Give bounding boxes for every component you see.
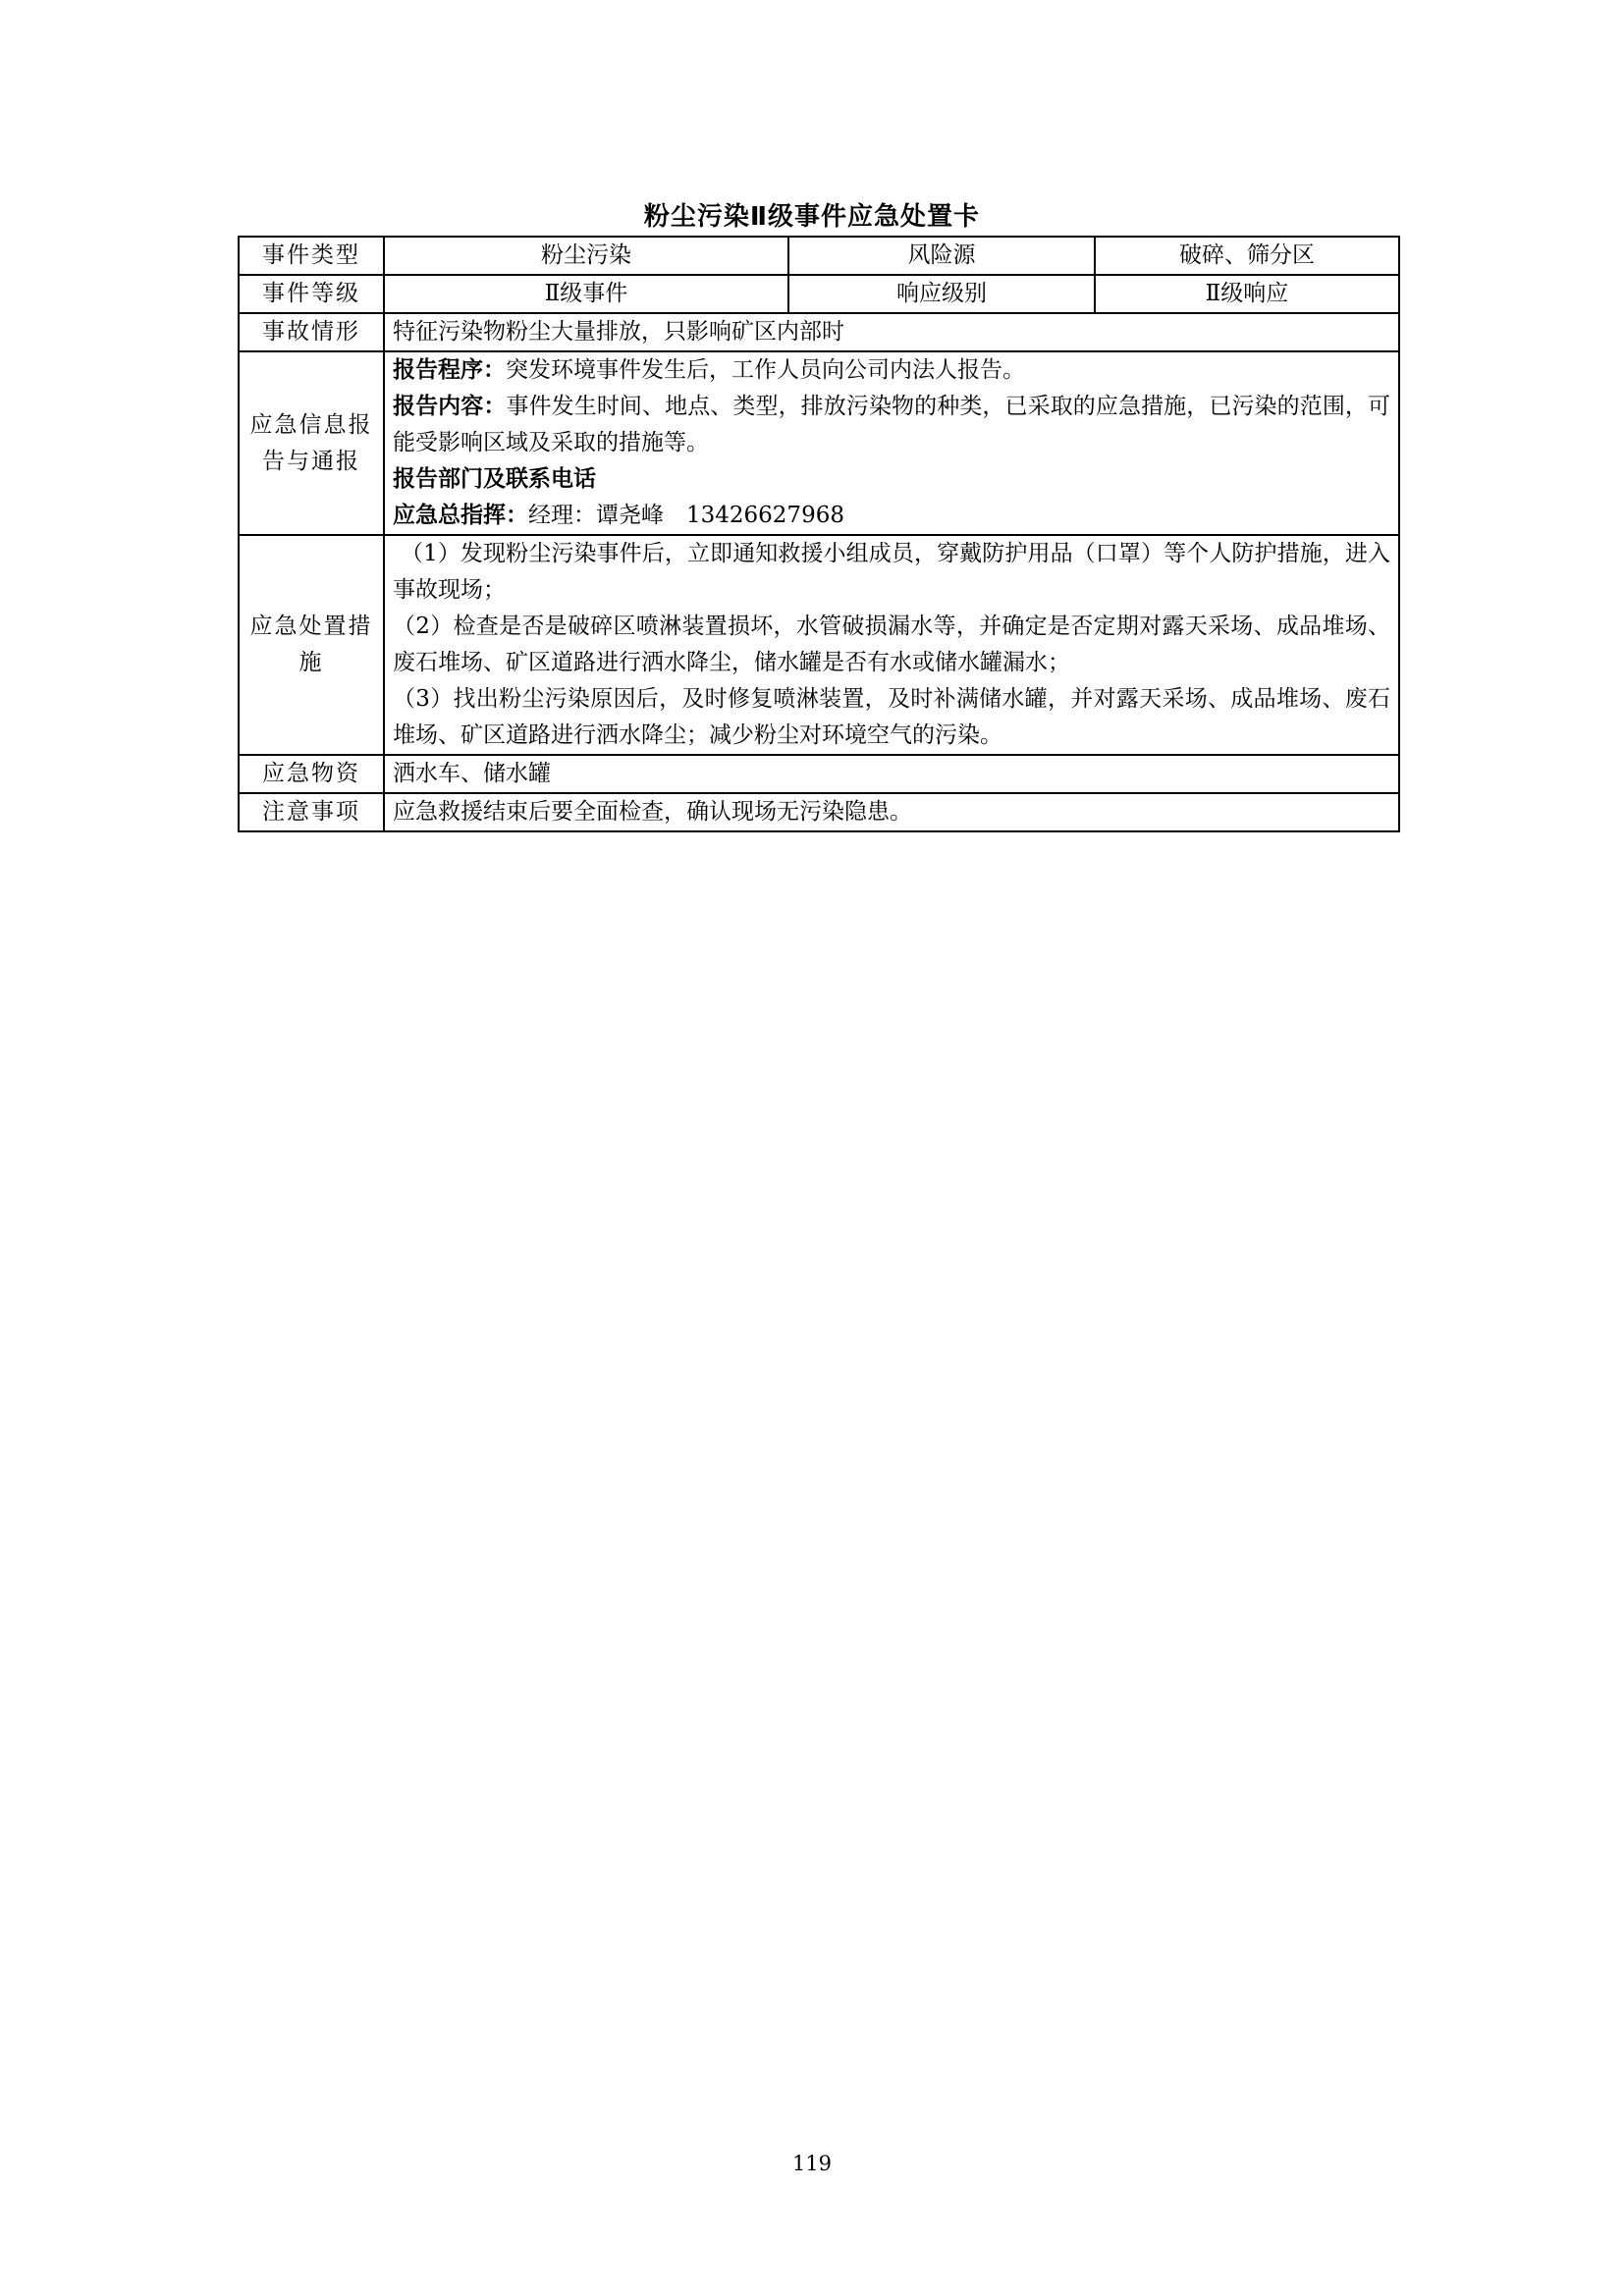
report-procedure-line <box>393 352 1390 389</box>
risk-source-value: 破碎、筛分区 <box>1095 237 1399 275</box>
report-content-text: 事件发生时间、地点、类型，排放污染物的种类，已采取的应急措施，已污染的范围，可能受影响区域及采取的措施等。 <box>393 394 1391 455</box>
accident-label: 事故情形 <box>239 313 384 351</box>
report-content-label: 报告内容： <box>393 394 507 419</box>
event-level-label: 事件等级 <box>239 275 384 313</box>
report-procedure-text: 突发环境事件发生后，工作人员向公司内法人报告。 <box>506 357 1025 383</box>
measure-item: （2）检查是否是破碎区喷淋装置损坏，水管破损漏水等，并确定是否定期对露天采场、成品堆场、废石堆场、矿区道路进行洒水降尘，储水罐是否有水或储水罐漏水； <box>393 614 1390 675</box>
row-event-type <box>239 237 1399 275</box>
row-notes <box>239 793 1399 831</box>
response-level-label: 响应级别 <box>788 275 1095 313</box>
report-content-line <box>393 389 1390 461</box>
response-level-value: Ⅱ级响应 <box>1095 275 1399 313</box>
event-type-label: 事件类型 <box>239 237 384 275</box>
row-event-level <box>239 275 1399 313</box>
measure-item: （1）发现粉尘污染事件后，立即通知救援小组成员，穿戴防护用品（口罩）等个人防护措施，进入事故现场； <box>393 541 1390 603</box>
report-commander-label: 应急总指挥： <box>393 503 528 528</box>
event-level-value: Ⅱ级事件 <box>384 275 788 313</box>
accident-value: 特征污染物粉尘大量排放，只影响矿区内部时 <box>384 313 1399 351</box>
row-measures <box>239 535 1399 755</box>
measures-content-cell <box>384 535 1399 755</box>
report-commander-text: 经理：谭尧峰 13426627968 <box>528 503 844 528</box>
notes-label: 注意事项 <box>239 793 384 831</box>
supplies-value: 洒水车、储水罐 <box>384 755 1399 793</box>
row-accident <box>239 313 1399 351</box>
report-commander-line <box>393 498 1390 534</box>
supplies-label: 应急物资 <box>239 755 384 793</box>
report-procedure-label: 报告程序： <box>393 357 506 383</box>
measures-label: 应急处置措施 <box>239 535 384 755</box>
notes-value: 应急救援结束后要全面检查，确认现场无污染隐患。 <box>384 793 1399 831</box>
page-title: 粉尘污染Ⅱ级事件应急处置卡 <box>643 202 981 232</box>
report-label: 应急信息报告与通报 <box>239 351 384 535</box>
risk-source-label: 风险源 <box>788 237 1095 275</box>
report-dept-label: 报告部门及联系电话 <box>393 466 596 492</box>
page-number: 119 <box>791 2152 833 2175</box>
report-content-cell <box>384 351 1399 535</box>
event-type-value: 粉尘污染 <box>384 237 788 275</box>
row-report <box>239 351 1399 535</box>
emergency-response-card-table <box>238 236 1400 832</box>
measure-item: （3）找出粉尘污染原因后，及时修复喷淋装置，及时补满储水罐，并对露天采场、成品堆场、废石堆场、矿区道路进行洒水降尘；减少粉尘对环境空气的污染。 <box>393 686 1390 748</box>
row-supplies <box>239 755 1399 793</box>
